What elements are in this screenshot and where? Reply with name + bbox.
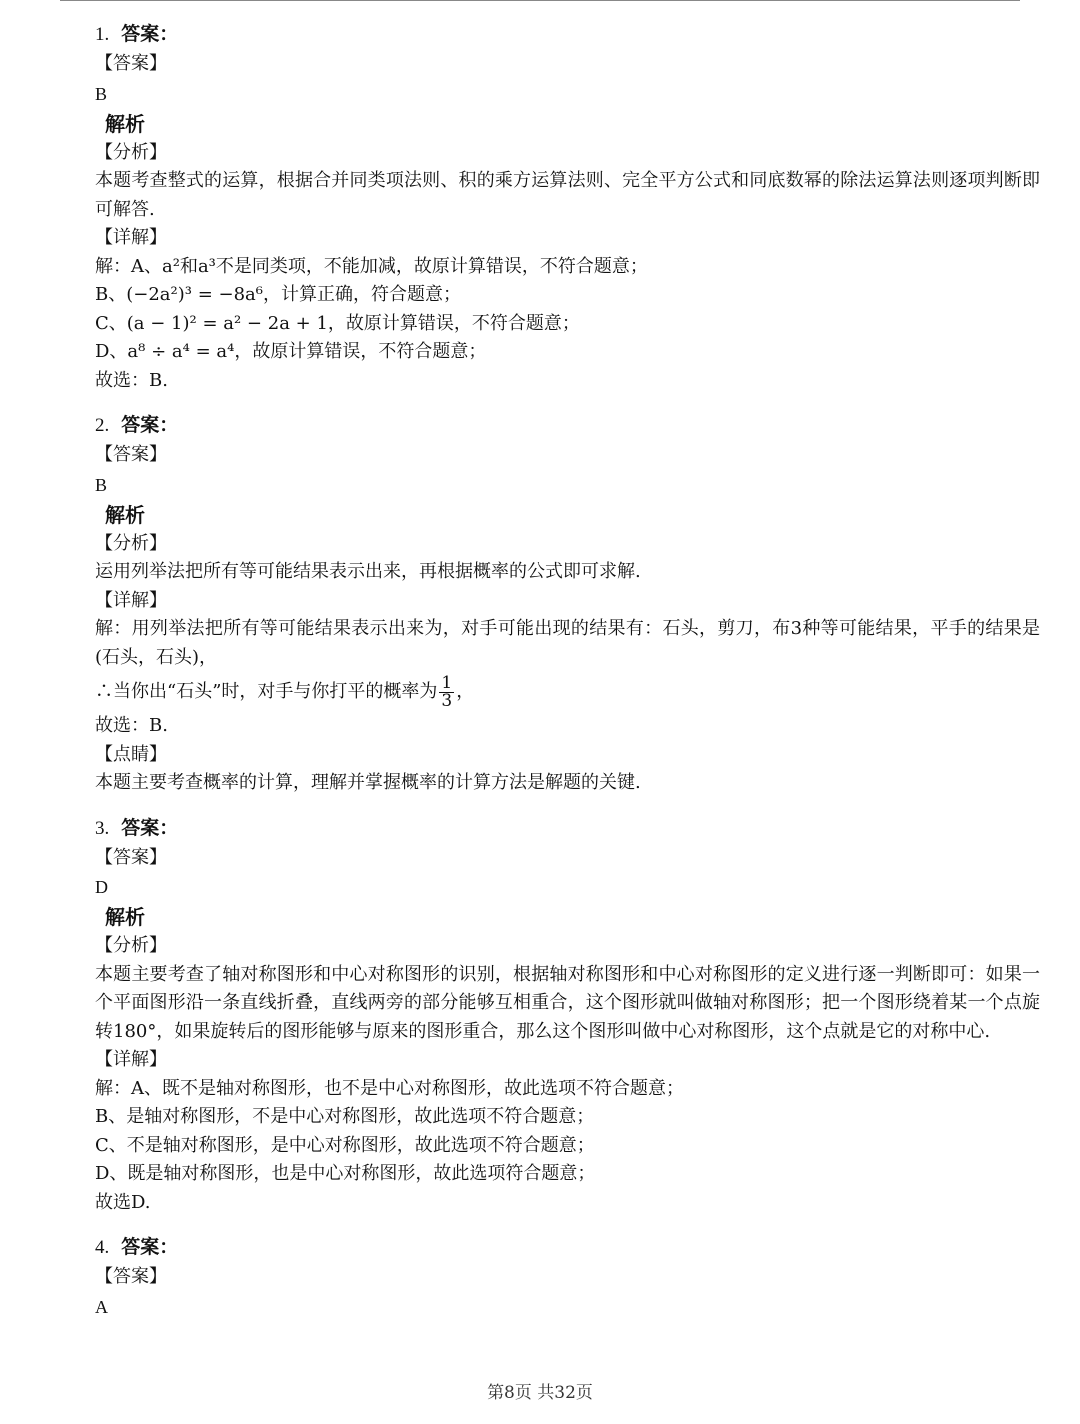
question-2 xyxy=(95,411,1045,798)
question-number: 2. xyxy=(95,415,110,436)
question-header xyxy=(95,1233,1045,1263)
answer-value: D xyxy=(95,877,108,897)
question-number: 3. xyxy=(95,817,110,839)
solution-line: D、a⁸ ÷ a⁴ = a⁴，故原计算错误，不符合题意； xyxy=(95,341,487,362)
therefore-text: ∴当你出“石头”时，对手与你打平的概率为 xyxy=(95,681,438,702)
answer-tag: 【答案】 xyxy=(95,1266,167,1287)
question-3 xyxy=(95,814,1045,1218)
top-rule xyxy=(60,0,1020,1)
fraction-denominator: 3 xyxy=(441,690,453,711)
answer-value: A xyxy=(95,1296,108,1317)
question-number: 1. xyxy=(95,24,110,45)
question-4 xyxy=(95,1233,1045,1322)
analysis-heading: 解析 xyxy=(105,905,145,929)
solution-line: 解：A、a²和a³不是同类项，不能加减，故原计算错误，不符合题意； xyxy=(95,255,648,277)
xiangjie-tag: 【详解】 xyxy=(95,227,167,248)
answer-label: 答案： xyxy=(121,414,179,436)
solution-line: B、(−2a²)³ = −8a⁶，计算正确，符合题意； xyxy=(95,284,461,305)
question-number: 4. xyxy=(95,1237,110,1258)
fenxi-tag: 【分析】 xyxy=(95,935,167,956)
fraction xyxy=(439,672,454,711)
fenxi-text: 运用列举法把所有等可能结果表示出来，再根据概率的公式即可求解. xyxy=(95,561,641,582)
analysis-heading: 解析 xyxy=(105,502,145,527)
answer-label: 答案： xyxy=(121,23,179,45)
xiangjie-text: 解：用列举法把所有等可能结果表示出来为，对手可能出现的结果有：石头，剪刀，布3种等可能结果，平手的结果是(石头，石头)， xyxy=(95,618,1040,668)
answer-label: 答案： xyxy=(121,1236,179,1258)
page-content xyxy=(95,20,1045,1338)
dianjing-tag: 【点睛】 xyxy=(95,743,167,765)
solution-line: C、不是轴对称图形，是中心对称图形，故此选项不符合题意； xyxy=(95,1134,595,1156)
answer-value: B xyxy=(95,474,108,495)
select-line: 故选：B. xyxy=(95,715,168,736)
answer-tag: 【答案】 xyxy=(95,53,167,74)
fenxi-text: 本题考查整式的运算，根据合并同类项法则、积的乘方运算法则、完全平方公式和同底数幂的除法运算法则逐项判断即可解答. xyxy=(95,170,1040,220)
xiangjie-tag: 【详解】 xyxy=(95,589,167,611)
question-1 xyxy=(95,20,1045,395)
xiangjie-tag: 【详解】 xyxy=(95,1049,167,1070)
analysis-heading: 解析 xyxy=(105,111,145,136)
answer-tag: 【答案】 xyxy=(95,444,167,465)
answer-label: 答案： xyxy=(121,816,179,839)
question-header xyxy=(95,814,1045,844)
fenxi-tag: 【分析】 xyxy=(95,532,167,554)
fraction-numerator: 1 xyxy=(441,672,453,693)
solution-line: D、既是轴对称图形，也是中心对称图形，故此选项符合题意； xyxy=(95,1163,596,1184)
dianjing-text: 本题主要考查概率的计算，理解并掌握概率的计算方法是解题的关键. xyxy=(95,772,641,793)
solution-line: C、(a − 1)² = a² − 2a + 1，故原计算错误，不符合题意； xyxy=(95,312,580,334)
therefore-tail: ， xyxy=(456,681,475,702)
answer-value: B xyxy=(95,83,108,104)
fenxi-text: 本题主要考查了轴对称图形和中心对称图形的识别，根据轴对称图形和中心对称图形的定义进行逐一判断即可：如果一个平面图形沿一条直线折叠，直线两旁的部分能够互相重合，这个图形就叫做轴对称图形；把一个图形绕着某一个点旋转180°，如果旋转后的图形能够与原来的图形重合，那么这个图形叫做中心对称图形，这个点就是它的对称中心. xyxy=(95,963,1040,1042)
solution-line: 故选D. xyxy=(95,1191,151,1213)
question-header xyxy=(95,411,1045,441)
solution-line: 故选：B. xyxy=(95,369,168,391)
probability-line xyxy=(95,672,1045,712)
solution-line: 解：A、既不是轴对称图形，也不是中心对称图形，故此选项不符合题意； xyxy=(95,1077,684,1099)
solution-line: B、是轴对称图形，不是中心对称图形，故此选项不符合题意； xyxy=(95,1106,595,1127)
question-header xyxy=(95,20,1045,50)
page-footer: 第8页 共32页 xyxy=(487,1383,593,1403)
fenxi-tag: 【分析】 xyxy=(95,141,167,163)
answer-tag: 【答案】 xyxy=(95,846,167,868)
